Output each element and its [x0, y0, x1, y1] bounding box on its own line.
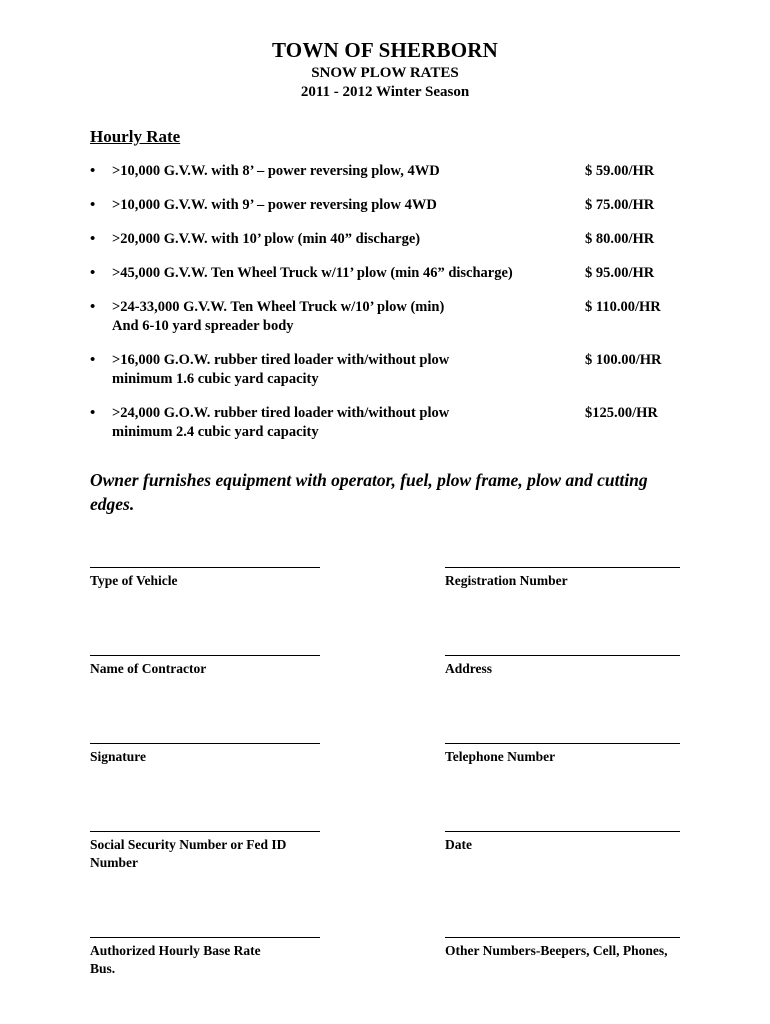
field-address — [445, 654, 680, 678]
blank-line — [445, 830, 680, 832]
document-subtitle: SNOW PLOW RATES — [311, 65, 459, 81]
blank-line — [90, 936, 320, 938]
field-type-of-vehicle — [90, 566, 320, 590]
bullet-icon — [90, 230, 112, 249]
field-label: Type of Vehicle — [90, 573, 178, 588]
rate-item — [90, 230, 680, 249]
blank-line — [445, 936, 680, 938]
rate-item — [90, 404, 680, 442]
rate-line: minimum 1.6 cubic yard capacity — [112, 371, 319, 387]
blank-line — [90, 566, 320, 568]
rate-description — [112, 196, 585, 215]
field-name-of-contractor — [90, 654, 320, 678]
rate-list — [90, 162, 680, 442]
blank-line — [445, 742, 680, 744]
rate-price: $ 95.00/HR — [585, 265, 655, 281]
field-label: Registration Number — [445, 573, 568, 588]
form-row — [90, 566, 680, 590]
rate-description — [112, 298, 585, 336]
field-label: Signature — [90, 749, 147, 764]
rate-item — [90, 162, 680, 181]
rate-description — [112, 162, 585, 181]
owner-furnishes-note: Owner furnishes equipment with operator, fuel, plow frame, plow and cutting edges. — [90, 470, 648, 514]
rate-line: >16,000 G.O.W. rubber tired loader with/without plow — [112, 352, 450, 368]
field-label: Authorized Hourly Base Rate — [90, 943, 261, 958]
rate-price: $ 80.00/HR — [585, 231, 655, 247]
field-label: Address — [445, 661, 493, 676]
rate-price: $ 75.00/HR — [585, 197, 655, 213]
rate-line: >10,000 G.V.W. with 9’ – power reversing plow 4WD — [112, 197, 437, 213]
rate-line: And 6-10 yard spreader body — [112, 318, 294, 334]
blank-line — [445, 654, 680, 656]
rate-description — [112, 230, 585, 249]
field-telephone-number — [445, 742, 680, 766]
rate-line: >24-33,000 G.V.W. Ten Wheel Truck w/10’ plow (min) — [112, 299, 445, 315]
bullet-icon — [90, 298, 112, 317]
rate-item — [90, 196, 680, 215]
form-row — [90, 936, 680, 978]
rate-line: >20,000 G.V.W. with 10’ plow (min 40” discharge) — [112, 231, 421, 247]
bullet-icon — [90, 264, 112, 283]
rate-line: >10,000 G.V.W. with 8’ – power reversing plow, 4WD — [112, 163, 440, 179]
field-ssn-or-fed-id — [90, 830, 320, 872]
blank-line — [445, 566, 680, 568]
rate-price: $ 59.00/HR — [585, 163, 655, 179]
bullet-icon — [90, 196, 112, 215]
rate-description — [112, 404, 585, 442]
field-label: Name of Contractor — [90, 661, 207, 676]
field-label: Date — [445, 837, 472, 852]
rate-item — [90, 264, 680, 283]
blank-line — [90, 742, 320, 744]
bullet-icon — [90, 404, 112, 423]
contractor-form — [90, 566, 680, 978]
field-other-numbers — [445, 936, 680, 978]
field-label: Telephone Number — [445, 749, 556, 764]
field-sublabel: Bus. — [90, 961, 116, 976]
field-signature — [90, 742, 320, 766]
form-row — [90, 830, 680, 872]
blank-line — [90, 830, 320, 832]
field-label: Social Security Number or Fed ID Number — [90, 837, 287, 870]
bullet-icon — [90, 351, 112, 370]
document-header — [90, 38, 680, 101]
rate-price: $ 100.00/HR — [585, 352, 662, 368]
field-date — [445, 830, 680, 872]
blank-line — [90, 654, 320, 656]
rate-price: $125.00/HR — [585, 405, 658, 421]
rate-line: minimum 2.4 cubic yard capacity — [112, 424, 319, 440]
field-authorized-hourly-base-rate — [90, 936, 320, 978]
rate-description — [112, 351, 585, 389]
document-season: 2011 - 2012 Winter Season — [300, 84, 470, 100]
bullet-icon — [90, 162, 112, 181]
form-row — [90, 654, 680, 678]
rate-item — [90, 351, 680, 389]
rate-line: >45,000 G.V.W. Ten Wheel Truck w/11’ plow (min 46” discharge) — [112, 265, 513, 281]
hourly-rate-heading: Hourly Rate — [90, 127, 181, 146]
rate-price: $ 110.00/HR — [585, 299, 661, 315]
rate-line: >24,000 G.O.W. rubber tired loader with/without plow — [112, 405, 450, 421]
document-title: TOWN OF SHERBORN — [271, 38, 499, 62]
field-label: Other Numbers-Beepers, Cell, Phones, — [445, 943, 668, 958]
rate-description — [112, 264, 585, 283]
form-row — [90, 742, 680, 766]
field-registration-number — [445, 566, 680, 590]
rate-item — [90, 298, 680, 336]
